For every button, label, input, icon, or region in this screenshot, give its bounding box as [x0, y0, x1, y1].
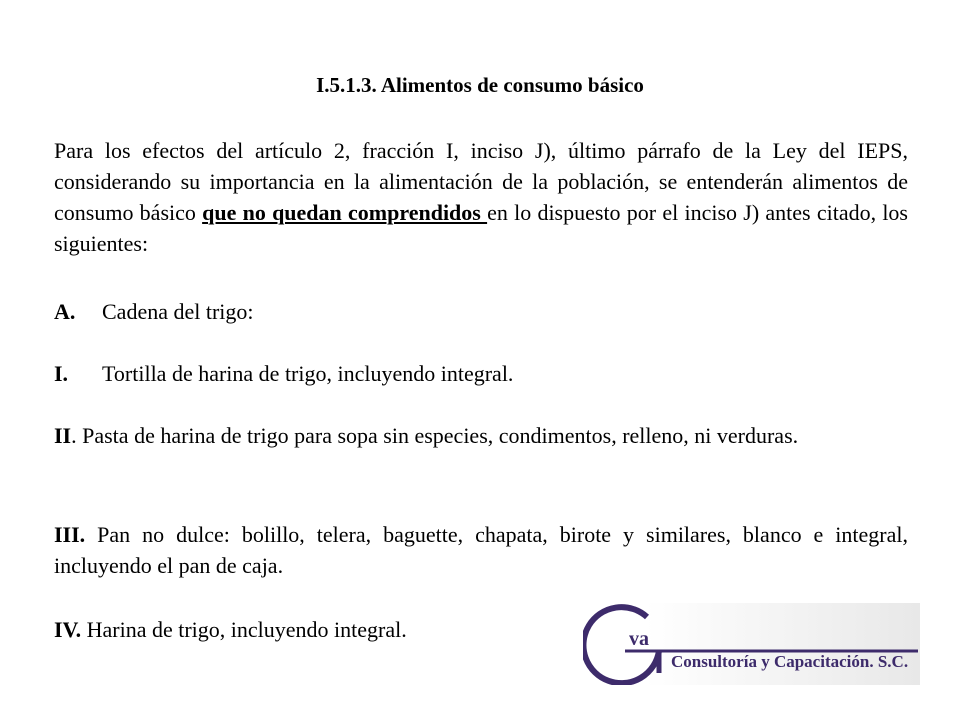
list-item-iii: [54, 519, 908, 581]
company-logo: [583, 603, 920, 685]
item-text: Pan no dulce: bolillo, telera, baguette, chapata, birote y similares, blanco e integral, incluyendo el pan de caja.: [54, 522, 908, 578]
item-label: II: [54, 423, 72, 448]
logo-sub-text: va: [629, 628, 649, 650]
item-label: III.: [54, 522, 86, 547]
list-item-a: [54, 296, 908, 327]
intro-paragraph: [54, 135, 908, 259]
item-text: Pasta de harina de trigo para sopa sin especies, condimentos, relleno, ni verduras.: [82, 423, 799, 448]
section-title: I.5.1.3. Alimentos de consumo básico: [316, 73, 644, 97]
g-logo-icon: [583, 603, 920, 685]
item-label: IV.: [54, 617, 82, 642]
intro-text-before: Para los efectos del artículo 2, fracción I, inciso J), último párrafo de la Ley del IEPS, considerando su importancia en la alimentación de la población, se entenderán alimentos de consumo básico: [54, 138, 908, 225]
item-label: I.: [54, 361, 69, 386]
item-text: Cadena del trigo:: [102, 299, 254, 324]
list-item-ii: [54, 420, 908, 451]
item-text: Tortilla de harina de trigo, incluyendo integral.: [102, 361, 514, 386]
logo-company-name: Consultoría y Capacitación. S.C.: [671, 652, 909, 671]
list-item-i: [54, 358, 908, 389]
item-label: A.: [54, 299, 76, 324]
item-label-punct: .: [71, 423, 77, 448]
intro-text-after: en lo dispuesto por el inciso J) antes citado, los siguientes:: [54, 200, 908, 256]
intro-underlined-text: que no quedan comprendidos: [202, 200, 488, 225]
item-text: Harina de trigo, incluyendo integral.: [86, 617, 407, 642]
